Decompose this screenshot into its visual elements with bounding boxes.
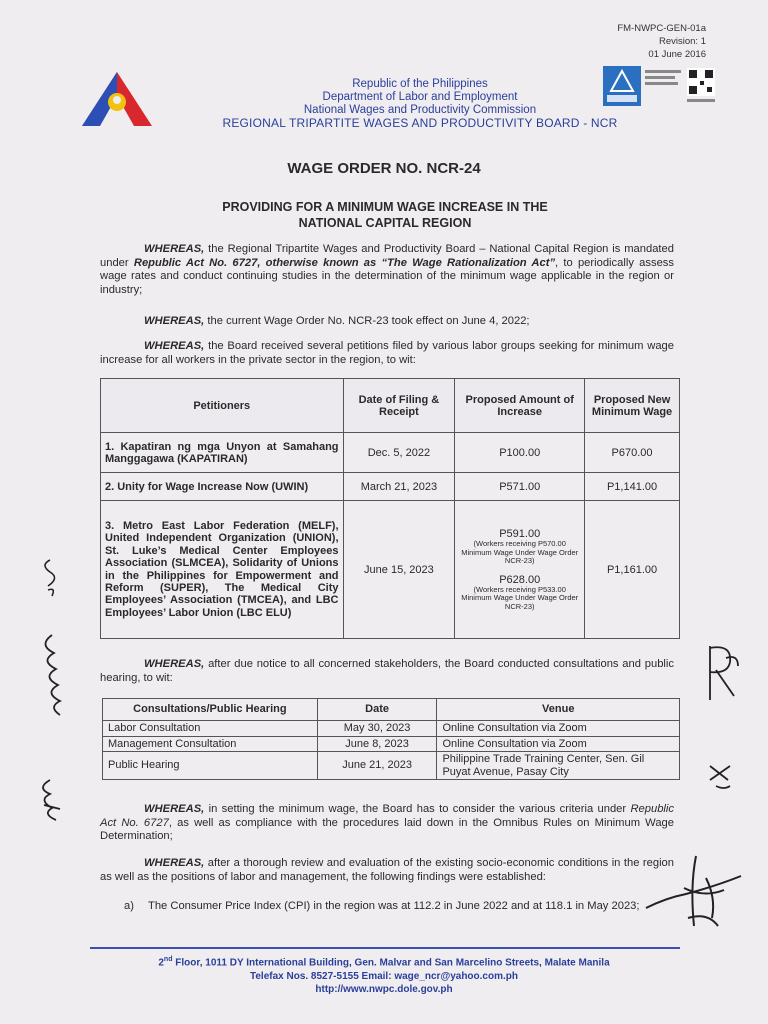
petitioner-cell: 2. Unity for Wage Increase Now (UWIN) [101, 473, 344, 501]
form-code-revision: Revision: 1 [659, 36, 706, 47]
document-title: WAGE ORDER NO. NCR-24 [287, 160, 481, 177]
subtitle-line-2: NATIONAL CAPITAL REGION [298, 216, 472, 230]
paragraph-text: in setting the minimum wage, the Board has to consider the various criteria under [204, 803, 631, 815]
table-row [103, 721, 680, 737]
whereas-paragraph-5 [100, 803, 674, 844]
letterhead-line-1: Republic of the Philippines [352, 78, 488, 90]
petitioner-cell: 3. Metro East Labor Federation (MELF), United Independent Organization (UNION), St. Luke’s Medical Center Employees Association (SLMCEA), Solidarity of Unions in the Philippines for Empowerment and Reform (SUPER), The Medical City Employees’ Association (TMCEA), and LBC Employees’ Labor Union (LBC ELU) [101, 501, 344, 639]
document-subtitle [150, 199, 620, 231]
date-cell: Dec. 5, 2022 [343, 433, 455, 473]
whereas-paragraph-6 [100, 857, 674, 884]
form-code-id: FM-NWPC-GEN-01a [617, 23, 706, 34]
column-header: Date of Filing & Receipt [343, 379, 455, 433]
dole-logo-icon [80, 70, 154, 128]
venue-cell: Philippine Trade Training Center, Sen. Gil Puyat Avenue, Pasay City [437, 752, 680, 780]
new-wage-cell: P670.00 [585, 433, 680, 473]
floor-number: 2 [158, 957, 164, 969]
letterhead-line-2: Department of Labor and Employment [322, 91, 518, 103]
whereas-paragraph-3 [100, 340, 674, 367]
footer-address [0, 953, 768, 970]
whereas-keyword: WHEREAS, [144, 340, 205, 352]
hearing-type-cell: Labor Consultation [103, 721, 318, 737]
amount-value: P591.00 [499, 528, 541, 540]
whereas-keyword: WHEREAS, [144, 315, 205, 327]
address-text: Floor, 1011 DY International Building, Gen. Malvar and San Marcelino Streets, Malate Manila [172, 957, 610, 969]
paragraph-text: the Board received several petitions filed by various labor groups seeking for minimum wage increase for all workers in the private sector in the region, to wit: [100, 340, 674, 366]
column-header: Proposed Amount of Increase [455, 379, 585, 433]
floor-suffix: nd [163, 956, 173, 963]
table-row [101, 433, 680, 473]
amount-cell: P571.00 [455, 473, 585, 501]
column-header: Petitioners [101, 379, 344, 433]
whereas-paragraph-2 [100, 315, 674, 329]
column-header: Date [317, 699, 437, 721]
paragraph-text: the current Wage Order No. NCR-23 took effect on June 4, 2022; [204, 315, 530, 327]
act-reference: Republic Act No. 6727, otherwise known as “The Wage Rationalization Act” [133, 256, 556, 269]
paragraph-text: after due notice to all concerned stakeholders, the Board conducted consultations and public hearing, to wit: [100, 658, 674, 684]
table-row [103, 752, 680, 780]
whereas-paragraph-1 [100, 243, 674, 297]
footer [0, 953, 768, 997]
act-reference: Republic Act No. 6727 [100, 803, 674, 829]
amount-cell: P100.00 [455, 433, 585, 473]
table-header-row [103, 699, 680, 721]
footer-contact: Telefax Nos. 8527-5155 Email: wage_ncr@yahoo.com.ph [249, 970, 518, 982]
letterhead-line-3: National Wages and Productivity Commission [303, 104, 537, 116]
letterhead-line-4: REGIONAL TRIPARTITE WAGES AND PRODUCTIVITY BOARD - NCR [222, 116, 618, 130]
paragraph-text: , to periodically assess wage rates and conduct continuing studies in the determination of the minimum wage applicable in the region or industry; [100, 256, 674, 296]
item-text: The Consumer Price Index (CPI) in the region was at 112.2 in June 2022 and at 118.1 in May 2023; [148, 900, 640, 912]
date-cell: June 15, 2023 [343, 501, 455, 639]
venue-cell: Online Consultation via Zoom [437, 736, 680, 752]
new-wage-cell: P1,141.00 [585, 473, 680, 501]
hearings-table [102, 698, 680, 780]
certification-badge-icon [603, 66, 715, 106]
paragraph-text: the Regional Tripartite Wages and Productivity Board – National Capital Region is mandated under [100, 243, 674, 269]
petitions-table [100, 378, 680, 639]
column-header: Consultations/Public Hearing [103, 699, 318, 721]
venue-cell: Online Consultation via Zoom [437, 721, 680, 737]
form-code-date: 01 June 2016 [648, 49, 706, 60]
new-wage-cell: P1,161.00 [585, 501, 680, 639]
hearing-type-cell: Public Hearing [103, 752, 318, 780]
amount-note: (Workers receiving P533.00 Minimum Wage Under Wage Order NCR-23) [461, 584, 579, 611]
letterhead [200, 78, 640, 130]
amount-cell [455, 501, 585, 639]
date-cell: May 30, 2023 [317, 721, 437, 737]
bottom-signature-icon [636, 848, 748, 940]
item-label: a) [124, 900, 134, 912]
date-cell: June 8, 2023 [317, 736, 437, 752]
table-header-row [101, 379, 680, 433]
paragraph-text: , as well as compliance with the procedures laid down in the Omnibus Rules on Minimum Wage Determination; [100, 816, 674, 843]
column-header: Venue [437, 699, 680, 721]
petitioner-cell: 1. Kapatiran ng mga Unyon at Samahang Manggagawa (KAPATIRAN) [101, 433, 344, 473]
table-row [101, 473, 680, 501]
date-cell: June 21, 2023 [317, 752, 437, 780]
hearing-type-cell: Management Consultation [103, 736, 318, 752]
column-header: Proposed New Minimum Wage [585, 379, 680, 433]
form-code [617, 22, 706, 61]
margin-initials-icon [696, 636, 746, 806]
amount-value: P628.00 [499, 573, 541, 586]
table-row [103, 736, 680, 752]
table-row [101, 501, 680, 639]
subtitle-line-1: PROVIDING FOR A MINIMUM WAGE INCREASE IN THE [222, 200, 548, 214]
paragraph-text: after a thorough review and evaluation of the existing socio-economic conditions in the region as well as the positions of labor and management, the following findings were established: [100, 857, 674, 883]
footer-website: http://www.nwpc.dole.gov.ph [315, 984, 453, 996]
margin-signatures-icon [30, 540, 70, 840]
finding-item-a [124, 900, 644, 914]
date-cell: March 21, 2023 [343, 473, 455, 501]
whereas-paragraph-4 [100, 658, 674, 685]
whereas-keyword: WHEREAS, [144, 803, 205, 815]
whereas-keyword: WHEREAS, [144, 658, 205, 670]
footer-divider [90, 947, 680, 949]
whereas-keyword: WHEREAS, [144, 857, 205, 869]
amount-note: (Workers receiving P570.00 Minimum Wage Under Wage Order NCR-23) [461, 539, 579, 565]
whereas-keyword: WHEREAS, [144, 243, 205, 255]
